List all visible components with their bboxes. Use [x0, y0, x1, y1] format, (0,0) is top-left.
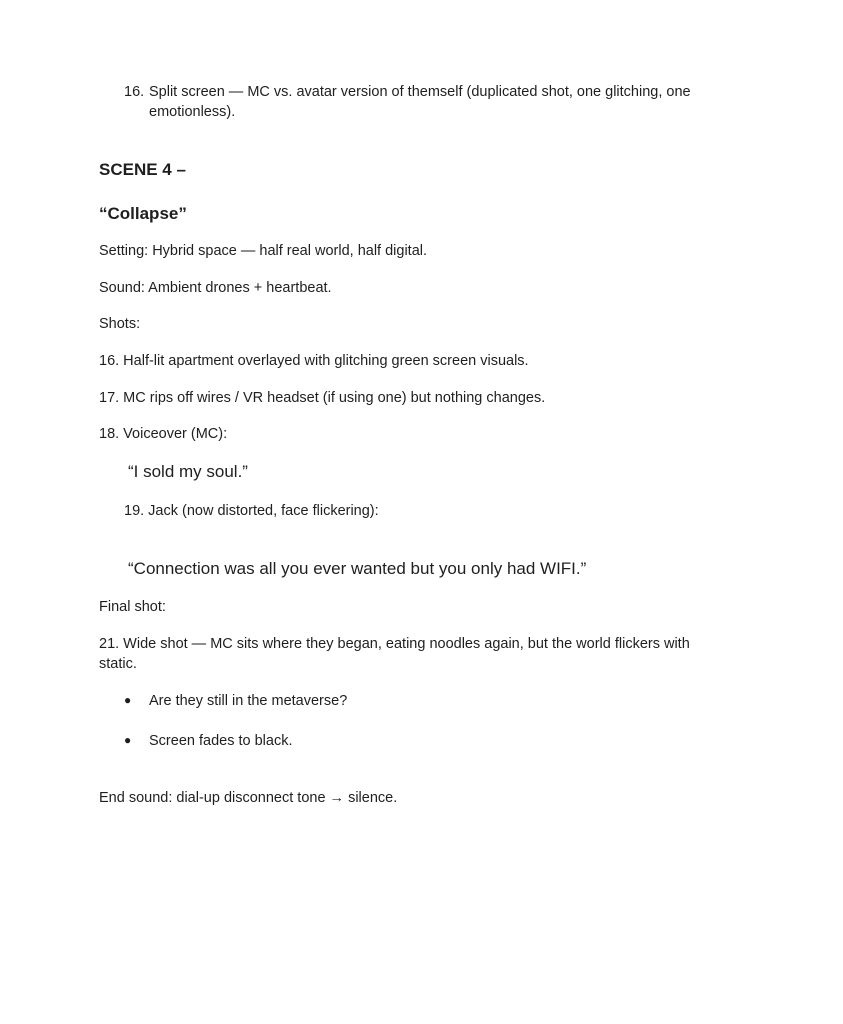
item-number: 16.: [124, 84, 145, 100]
final-shot-label: Final shot:: [99, 599, 166, 615]
bullet-item: Screen fades to black.: [149, 733, 293, 749]
sound-line: Sound: Ambient drones + heartbeat.: [99, 280, 332, 296]
bullet-item: Are they still in the metaverse?: [149, 693, 348, 709]
quote-sold-soul: “I sold my soul.”: [128, 462, 248, 481]
end-sound-line: End sound: dial-up disconnect tone → silence.: [99, 790, 398, 806]
shot-19: 19. Jack (now distorted, face flickering):: [124, 503, 379, 519]
shot-16: 16. Half-lit apartment overlayed with glitching green screen visuals.: [99, 353, 529, 369]
shot-18: 18. Voiceover (MC):: [99, 426, 228, 442]
shot-17: 17. MC rips off wires / VR headset (if using one) but nothing changes.: [99, 390, 546, 406]
bullet-symbol: ●: [124, 733, 132, 747]
shots-label: Shots:: [99, 316, 141, 332]
bullet-symbol: ●: [124, 693, 132, 707]
shot-21-line-1: 21. Wide shot — MC sits where they began, eating noodles again, but the world flickers with: [99, 636, 690, 652]
shot-21-line-2: static.: [99, 656, 137, 672]
item-text: Split screen — MC vs. avatar version of themself (duplicated shot, one glitching, one emotionless).: [149, 84, 691, 120]
scene-heading: SCENE 4 –: [99, 160, 186, 179]
quote-connection: “Connection was all you ever wanted but you only had WIFI.”: [128, 559, 587, 578]
setting-line: Setting: Hybrid space — half real world, half digital.: [99, 243, 428, 259]
scene-title: “Collapse”: [99, 204, 187, 223]
